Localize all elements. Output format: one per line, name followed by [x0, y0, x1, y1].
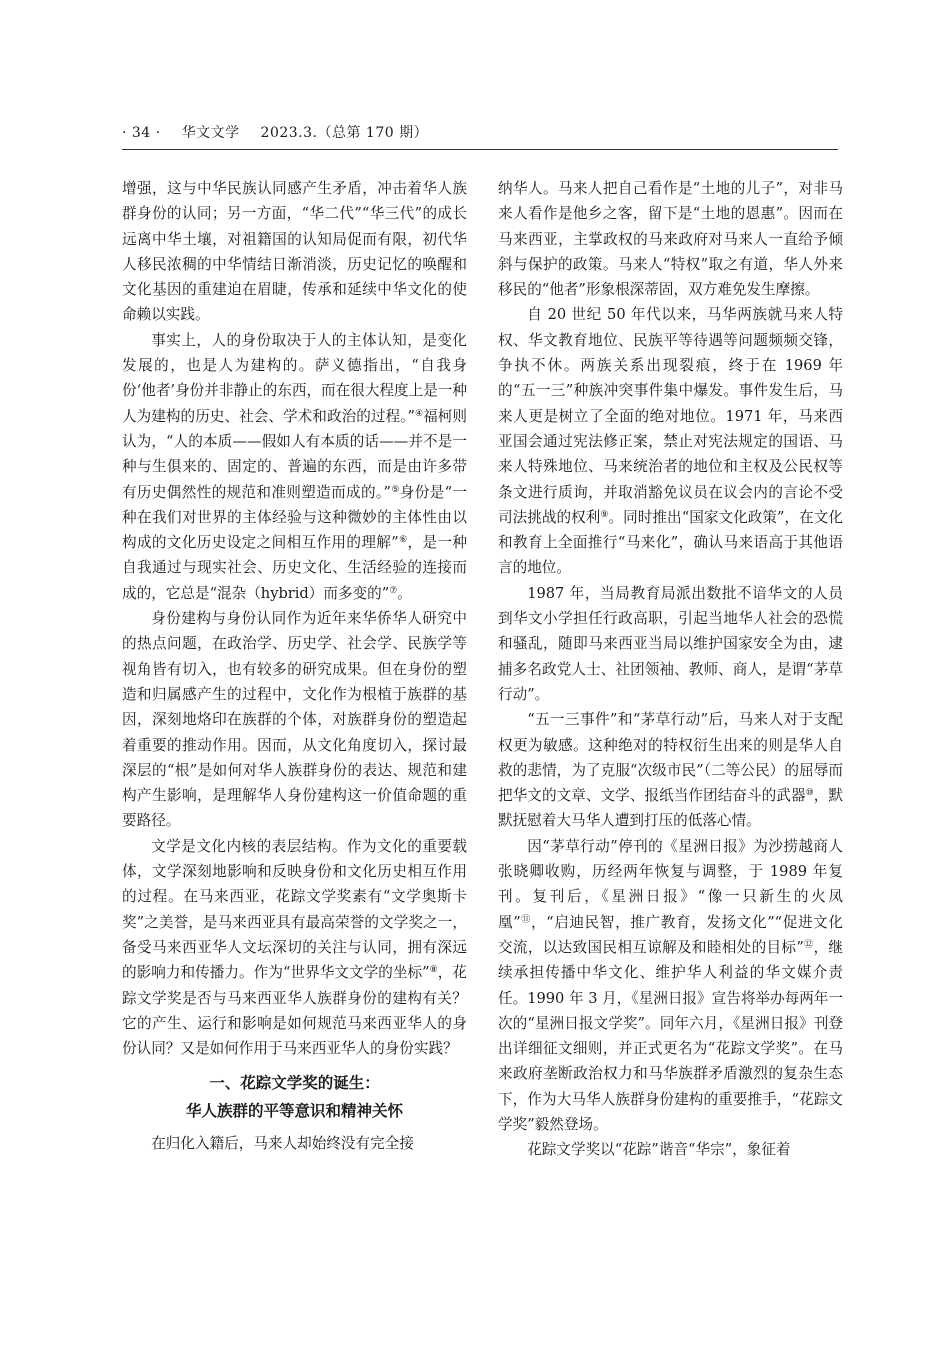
paragraph: 文学是文化内核的表层结构。作为文化的重要载体，文学深刻地影响和反映身份和文化历史相互作用的过程。在马来西亚，花踪文学奖素有“文学奥斯卡奖”之美誉，是马来西亚具有最高荣誉的文学奖之一，备受马来西亚华人文坛深切的关注与认同，拥有深远的影响力和传播力。作为“世界华文文学的坐标”⑧，花踪文学奖是否与马来西亚华人族群身份的建构有关？它的产生、运行和影响是如何规范马来西亚华人的身份认同？又是如何作用于马来西亚华人的身份实践？	[122, 837, 467, 1058]
footnote-ref: ⑨	[600, 509, 609, 520]
footnote-ref: ⑤	[391, 484, 400, 495]
paragraph: 纳华人。马来人把自己看作是“土地的儿子”，对非马来人看作是他乡之客，留下是“土地的恩惠”。因而在马来西亚，主掌政权的马来政府对马来人一直给予倾斜与保护的政策。马来人“特权”取之有道，华人外来移民的“他者”形象根深蒂固，双方难免发生摩擦。	[498, 180, 843, 299]
paragraph: 身份建构与身份认同作为近年来华侨华人研究中的热点问题，在政治学、历史学、社会学、民族学等视角皆有切入，也有较多的研究成果。但在身份的塑造和归属感产生的过程中，文化作为根植于族群的基因，深刻地烙印在族群的个体，对族群身份的塑造起着重要的推动作用。因而，从文化角度切入，探讨最深层的“根”是如何对华人族群身份的表达、规范和建构产生影响，是理解华人身份建构这一价值命题的重要路径。	[122, 610, 467, 830]
page-header	[122, 123, 838, 150]
journal-name: 华文文学	[181, 125, 240, 141]
paragraph: 在归化入籍后，马来人却始终没有完全接	[151, 1135, 414, 1153]
footnote-ref: ⑧	[429, 965, 438, 976]
left-column	[122, 176, 467, 1157]
issue-info: 2023.3.（总第 170 期）	[260, 125, 429, 141]
paragraph: 因“茅草行动”停刊的《星洲日报》为沙捞越商人张晓卿收购，历经两年恢复与调整，于 1989 年复刊。复刊后，《星洲日报》“像一只新生的火凤凰”⑪，“启迪民智，推广教育，发扬文化”“促进文化交流，以达致国民相互谅解及和睦相处的目标”⑫，继续承担传播中华文化、维护华人利益的华文媒介责任。1990 年 3 月，《星洲日报》宣告将举办每两年一次的“星洲日报文学奖”。同年六月，《星洲日报》刊登出详细征文细则，并正式更名为“花踪文学奖”。在马来政府垄断政治权力和马华族群矛盾激烈的复杂生态下，作为大马华人族群身份建构的重要推手，“花踪文学奖”毅然登场。	[498, 837, 843, 1133]
footnote-ref: ⑥	[398, 535, 408, 546]
section-heading	[122, 1069, 467, 1125]
footnote-ref: ⑪	[520, 914, 531, 925]
paragraph: 增强，这与中华民族认同感产生矛盾，冲击着华人族群身份的认同；另一方面，“华二代”“华三代”的成长远离中华土壤，对祖籍国的认知局促而有限，初代华人移民浓稠的中华情结日渐消淡，历史记忆的唤醒和文化基因的重建迫在眉睫，传承和延续中华文化的使命赖以实践。	[122, 180, 467, 324]
footnote-ref: ⑫	[803, 939, 814, 950]
footnote-ref: ④	[414, 408, 424, 419]
footnote-ref: ⑦	[389, 585, 398, 596]
right-column	[498, 176, 843, 1163]
paragraph: 花踪文学奖以“花踪”谐音“华宗”，象征着	[527, 1141, 791, 1159]
page-number: · 34 ·	[122, 125, 161, 141]
footnote-ref: ⑩	[805, 788, 814, 799]
paragraph: 自 20 世纪 50 年代以来，马华两族就马来人特权、华文教育地位、民族平等待遇等问题频频交锋，争执不休。两族关系出现裂痕，终于在 1969 年的“五一三”种族冲突事件集中爆发。事件发生后，马来人更是树立了全面的绝对地位。1971 年，马来西亚国会通过宪法修正案，禁止对宪法规定的国语、马来人特殊地位、马来统治者的地位和主权及公民权等条文进行质询，并取消豁免议员在议会内的言论不受司法挑战的权利⑨。同时推出“国家文化政策”，在文化和教育上全面推行“马来化”，确认马来语高于其他语言的地位。	[498, 306, 843, 577]
section-title-line-1: 一、花踪文学奖的诞生：	[209, 1074, 380, 1093]
section-title-line-2: 华人族群的平等意识和精神关怀	[185, 1102, 403, 1121]
paragraph: “五一三事件”和“茅草行动”后，马来人对于支配权更为敏感。这种绝对的特权衍生出来的则是华人自救的悲情，为了克服“次级市民”（二等公民）的屈辱而把华文的文章、文学、报纸当作团结奋斗的武器⑩，默默抚慰着大马华人遭到打压的低落心情。	[498, 711, 843, 830]
paragraph: 1987 年，当局教育局派出数批不谙华文的人员到华文小学担任行政高职，引起当地华人社会的恐慌和骚乱，随即马来西亚当局以维护国家安全为由，逮捕多名政党人士、社团领袖、教师、商人，是谓“茅草行动”。	[498, 584, 843, 703]
paragraph: 事实上，人的身份取决于人的主体认知，是变化发展的，也是人为建构的。萨义德指出，“自我身份‘他者’身份并非静止的东西，而在很大程度上是一种人为建构的历史、社会、学术和政治的过程。”④福柯则认为，“人的本质——假如人有本质的话——并不是一种与生俱来的、固定的、普遍的东西，而是由许多带有历史偶然性的规范和准则塑造而成的。”⑤身份是“一种在我们对世界的主体经验与这种微妙的主体性由以构成的文化历史设定之间相互作用的理解”⑥，是一种自我通过与现实社会、历史文化、生活经验的连接而成的，它总是“混杂（hybrid）而多变的”⑦。	[122, 331, 467, 602]
